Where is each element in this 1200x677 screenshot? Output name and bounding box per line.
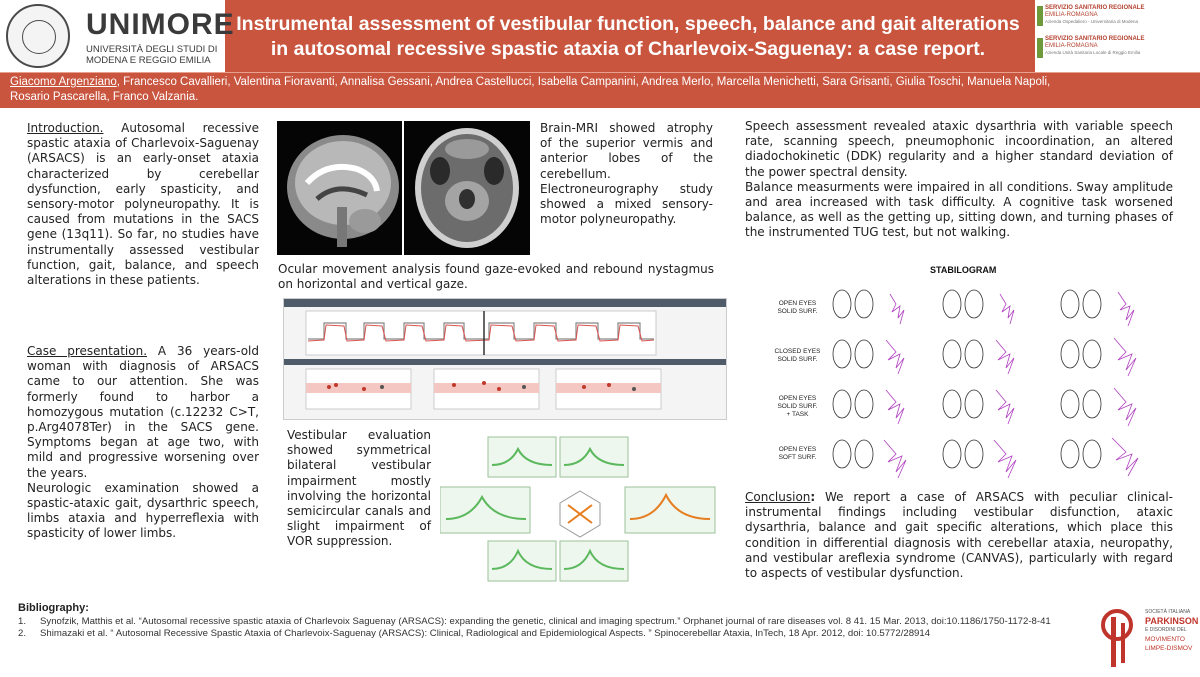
university-logo [0,0,235,72]
nystagmus-figure [283,298,727,420]
neuro-exam-text: Neurologic examination showed a spastic-ataxic gait, dysarthric speech, limbs ataxia and hyperreflexia with spasticity of lower limbs. [27,480,259,541]
stabilogram-title: STABILOGRAM [930,265,997,275]
ocular-section [278,262,714,292]
introduction-heading: Introduction. [27,121,104,135]
health-logo-mark-icon [1037,38,1043,58]
speech-text: Speech assessment revealed ataxic dysarthria with variable speech rate, scanning speech, pneumophonic incoordination, an altered diadochokinetic (DDK) regularity and a higher standard deviation of the power spectral density. [745,119,1173,179]
bibliography-item: 1. Synofzik, Matthis et al. “Autosomal recessive spastic ataxia of Charlevoix Saguenay (ARSACS): expanding the genetic, clinical and imaging spectrum.” Orphanet journal of rare diseases vol. 8 41. 15 Mar. 2013, doi:10.1186/1750-1172-8-41 [18,615,1051,627]
conclusion-heading: Conclusion [745,490,811,504]
regional-health-logos [1035,0,1200,72]
stab-condition-3: OPEN EYES SOLID SURF. + TASK [777,395,818,418]
university-subtitle: UNIVERSITÀ DEGLI STUDI DI MODENA E REGGIO EMILIA [86,44,218,66]
mri-sagittal-image [277,121,402,255]
mri-findings [540,121,713,227]
stab-condition-2: CLOSED EYES SOLID SURF. [774,348,821,363]
mri-text: Brain-MRI showed atrophy of the superior vermis and anterior lobes of the cerebellum. [540,121,713,181]
balance-text: Balance measurments were impaired in all conditions. Sway amplitude and area increased with task difficulty. A cognitive task worsened balance, as well as the getting up, sitting down, and turning phases of the instrumented TUG test, but not walking. [745,179,1173,240]
speech-section [745,119,1173,241]
society-logo-text: SOCIETÀ ITALIANA PARKINSON E DISORDINI DEL MOVIMENTO LIMPE-DISMOV [1145,609,1199,652]
introduction-section: Introduction. Autosomal recessive spastic ataxia of Charlevoix-Saguenay (ARSACS) is an early-onset ataxia characterized by cerebellar dysfunction, early spasticity, and sensory-motor polyneuropathy. It is caused from mutations in the SACS gene (13q11). So far, no studies have instrumentally assessed vestibular function, gait, balance, and speech alterations in these patients. [27,121,259,288]
health-logo-mark-icon [1037,6,1043,26]
poster-title: Instrumental assessment of vestibular function, speech, balance and gait alterations in autosomal recessive spastic ataxia of Charlevoix-Saguenay: a case report. [236,13,1020,60]
vestibular-section [287,428,431,550]
mri-axial-image [404,121,530,255]
stabilogram-figure [820,280,1180,480]
conclusion-section: Conclusion: We report a case of ARSACS with peculiar clinical-instrumental findings including vestibular disfunction, ataxic dysarthria, balance and gait specific alterations, which place this condition in differential diagnosis with cerebellar ataxia, neuropathy, and vestibular areflexia syndrome (CANVAS), particularly with regard to aspects of vestibular dysfunction. [745,490,1173,581]
author-list: Giacomo Argenziano, Francesco Cavallieri, Valentina Fioravanti, Annalisa Gessani, Andrea Castellucci, Isabella Campanini, Andrea Merlo, Marcella Menichetti, Sara Grisanti, Giulia Toschi, Manuela Napoli, Rosario Pascarella, Franco Valzania. [0,72,1200,108]
bibliography-item: 2. Shimazaki et al. “ Autosomal Recessive Spastic Ataxia of Charlevoix-Saguenay (ARSACS): Clinical, Radiological and Epidemiological Aspects. ” Spinocerebellar Ataxia, InTech, 18 Apr. 2012, doi: 10.5772/28914 [18,628,931,639]
health-logo-reggio: SERVIZIO SANITARIO REGIONALE EMILIA-ROMAGNA Azienda Unità Sanitaria Locale di Reggio Emilia [1045,36,1145,55]
stab-condition-1: OPEN EYES SOLID SURF. [777,300,818,315]
eng-text: Electroneurography study showed a mixed sensory-motor polyneuropathy. [540,181,713,227]
ocular-text: Ocular movement analysis found gaze-evoked and rebound nystagmus on horizontal and vertical gaze. [278,262,714,292]
university-seal-icon [6,4,70,68]
university-name: UNIMORE [86,8,235,41]
bibliography-heading: Bibliography: [18,602,89,614]
first-author: Giacomo Argenziano [10,76,117,88]
vhit-figure [440,435,735,585]
vestibular-text: Vestibular evaluation showed symmetrical bilateral vestibular impairment mostly involving the horizontal semicircular canals and slight impairment of VOR suppression. [287,428,431,549]
stab-condition-4: OPEN EYES SOFT SURF. [778,446,817,461]
case-heading: Case presentation. [27,344,148,358]
bibliography [18,602,1078,641]
case-section: Case presentation. A 36 years-old woman with diagnosis of ARSACS came to our attention. She was formerly found to harbor a homozygous mutation (c.12232 C>T, p.Arg4078Ter) in the SACS gene. Symptoms began at age two, with mild and progressive worsening over the years. Neurologic examination showed a spastic-ataxic gait, dysarthric speech, limbs ataxia and hyperreflexia with spasticity of lower limbs. [27,344,259,541]
health-logo-modena: SERVIZIO SANITARIO REGIONALE EMILIA-ROMAGNA Azienda Ospedaliero - Universitaria di Modena [1045,5,1145,24]
